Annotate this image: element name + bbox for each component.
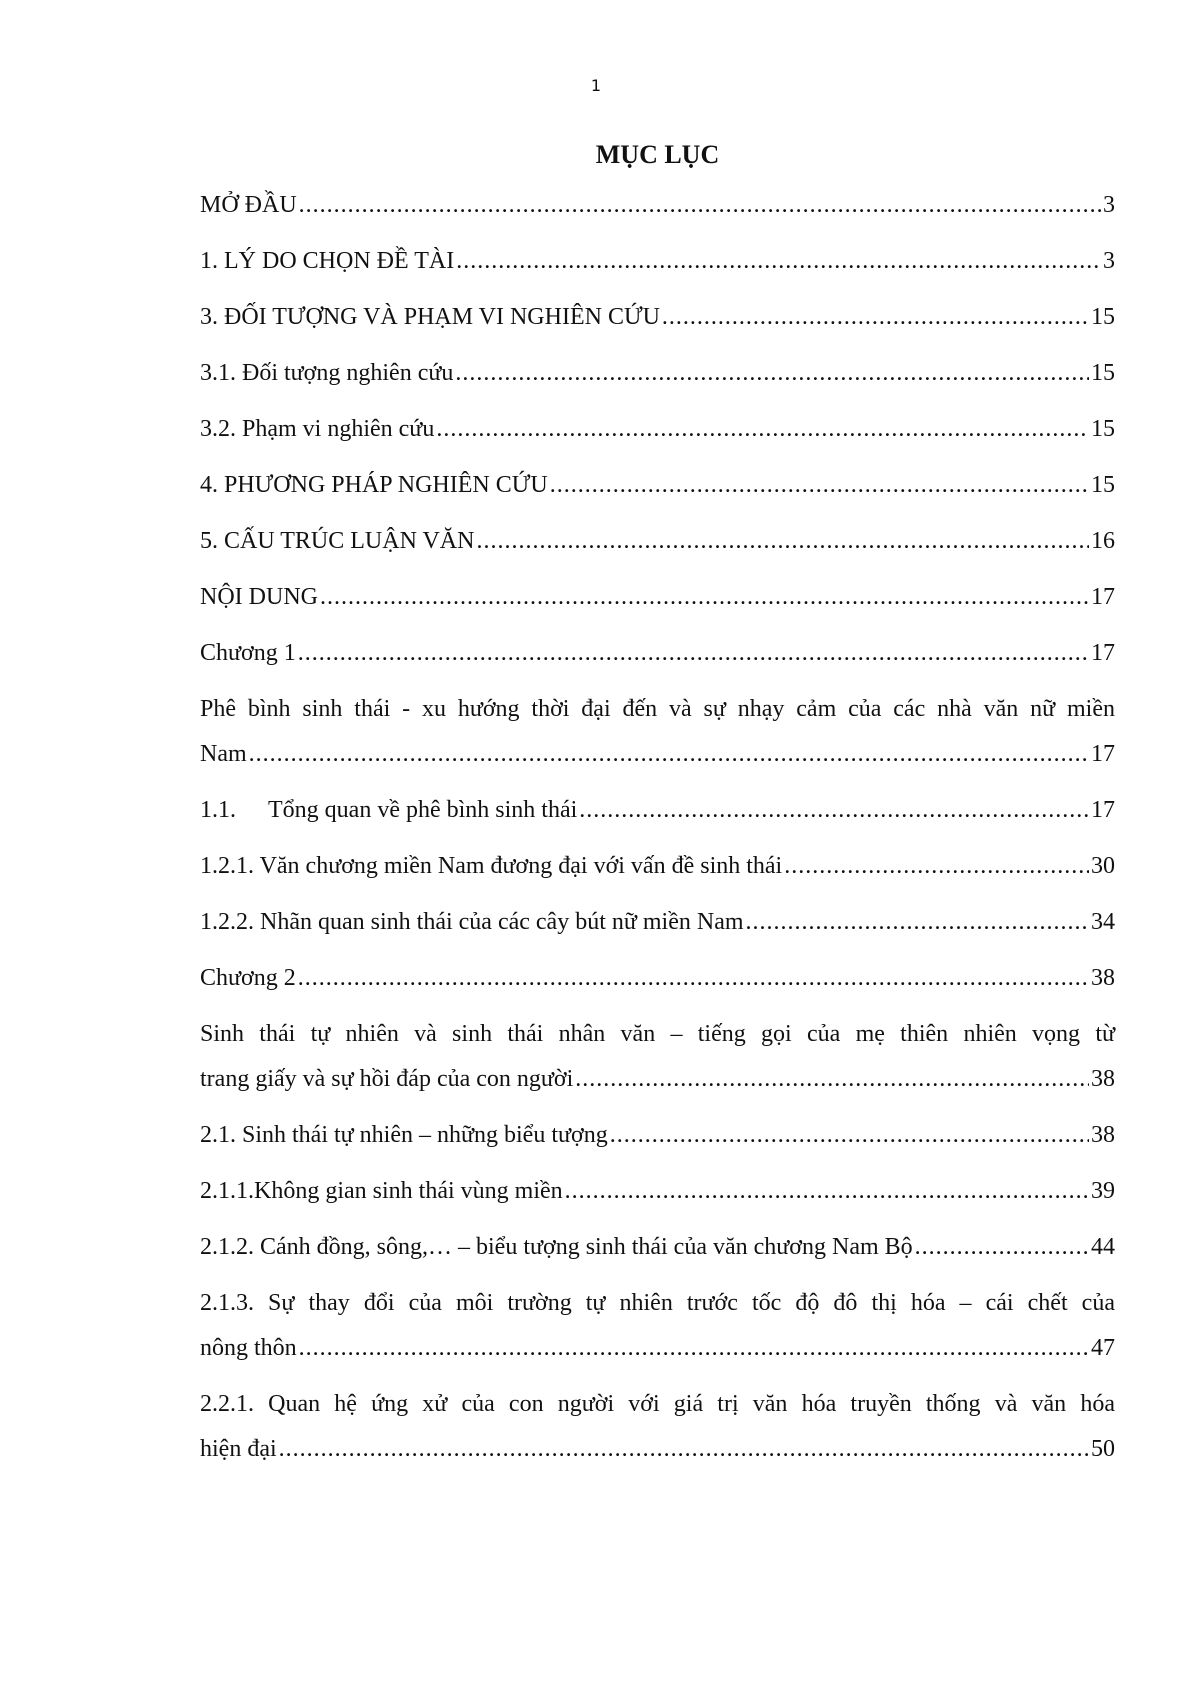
dot-leader <box>746 900 1089 945</box>
toc-entry[interactable] <box>200 351 1115 396</box>
toc-entry-label: 3.2. Phạm vi nghiên cứu <box>200 416 435 442</box>
toc-entry[interactable] <box>200 1225 1115 1270</box>
toc-title: MỤC LỤC <box>595 140 720 169</box>
toc-entry[interactable] <box>200 788 1115 833</box>
dot-leader <box>579 788 1089 833</box>
toc-entry-page: 15 <box>1091 304 1115 330</box>
toc-entry-first-line: Sinh thái tự nhiên và sinh thái nhân văn – tiếng gọi của mẹ thiên nhiên vọng từ <box>200 1021 1115 1047</box>
toc-entry-label: 1. LÝ DO CHỌN ĐỀ TÀI <box>200 248 455 274</box>
toc-entry[interactable] <box>200 900 1115 945</box>
dot-leader <box>784 844 1089 889</box>
toc-entry[interactable] <box>200 575 1115 620</box>
toc-entry[interactable] <box>200 1382 1115 1472</box>
toc-entry-page: 30 <box>1091 853 1115 879</box>
toc-entry-page: 17 <box>1091 640 1115 666</box>
toc-entry-label: MỞ ĐẦU <box>200 192 297 218</box>
toc-entry-page: 15 <box>1091 416 1115 442</box>
toc-entry-page: 39 <box>1091 1178 1115 1204</box>
dot-leader <box>299 1326 1089 1371</box>
toc-entry[interactable] <box>200 239 1115 284</box>
dot-leader <box>455 351 1089 396</box>
dot-leader <box>279 1427 1089 1472</box>
toc-entry-label: Chương 1 <box>200 640 296 666</box>
dot-leader <box>565 1169 1089 1214</box>
toc-entry-label: 2.1.2. Cánh đồng, sông,… – biểu tượng sinh thái của văn chương Nam Bộ <box>200 1234 913 1260</box>
dot-leader <box>298 631 1089 676</box>
toc-entry-label: 3. ĐỐI TƯỢNG VÀ PHẠM VI NGHIÊN CỨU <box>200 304 660 330</box>
toc-entry-page: 15 <box>1091 360 1115 386</box>
toc-entry-label: 5. CẤU TRÚC LUẬN VĂN <box>200 528 475 554</box>
toc-entry-label: NỘI DUNG <box>200 584 318 610</box>
toc-entry[interactable] <box>200 463 1115 508</box>
toc-entry-number: 1.1. <box>200 797 236 823</box>
dot-leader <box>298 956 1089 1001</box>
toc-entry[interactable] <box>200 1113 1115 1158</box>
toc-entry-page: 38 <box>1091 1122 1115 1148</box>
toc-entry-label: hiện đại <box>200 1436 277 1462</box>
toc-entry[interactable] <box>200 687 1115 777</box>
toc-entry-page: 17 <box>1091 741 1115 767</box>
dot-leader <box>476 519 1089 564</box>
toc-entry-page: 50 <box>1091 1436 1115 1462</box>
toc-entry-page: 16 <box>1091 528 1115 554</box>
toc-entry[interactable] <box>200 407 1115 452</box>
toc-entry-label: 3.1. Đối tượng nghiên cứu <box>200 360 454 386</box>
toc-entry-label: 2.1.1.Không gian sinh thái vùng miền <box>200 1178 563 1204</box>
toc-entry-page: 15 <box>1091 472 1115 498</box>
toc-entry-lead <box>200 788 577 833</box>
dot-leader <box>320 575 1089 620</box>
dot-leader <box>249 732 1089 777</box>
toc-entry-first-line: 2.2.1. Quan hệ ứng xử của con người với giá trị văn hóa truyền thống và văn hóa <box>200 1391 1115 1417</box>
toc-entry[interactable] <box>200 1169 1115 1214</box>
dot-leader <box>662 295 1089 340</box>
toc-entry[interactable] <box>200 519 1115 564</box>
toc-entry-page: 3 <box>1103 192 1115 218</box>
toc-entry[interactable] <box>200 183 1115 228</box>
dot-leader <box>575 1057 1089 1102</box>
toc-entry-first-line: 2.1.3. Sự thay đổi của môi trường tự nhiên trước tốc độ đô thị hóa – cái chết của <box>200 1290 1115 1316</box>
dot-leader <box>550 463 1089 508</box>
toc-entry-label: 2.1. Sinh thái tự nhiên – những biểu tượng <box>200 1122 608 1148</box>
toc-entry[interactable] <box>200 844 1115 889</box>
toc-entry[interactable] <box>200 1012 1115 1102</box>
toc-entry-label: nông thôn <box>200 1335 297 1361</box>
toc-entry-first-line: Phê bình sinh thái - xu hướng thời đại đến và sự nhạy cảm của các nhà văn nữ miền <box>200 696 1115 722</box>
toc-entry[interactable] <box>200 956 1115 1001</box>
toc-entry-page: 44 <box>1091 1234 1115 1260</box>
toc-entry-page: 38 <box>1091 1066 1115 1092</box>
toc-entry-page: 34 <box>1091 909 1115 935</box>
dot-leader <box>456 239 1101 284</box>
toc-entry-page: 47 <box>1091 1335 1115 1361</box>
toc-entry-page: 3 <box>1103 248 1115 274</box>
table-of-contents <box>200 183 1115 1483</box>
toc-entry-label: Tổng quan về phê bình sinh thái <box>268 797 578 823</box>
toc-entry-page: 38 <box>1091 965 1115 991</box>
toc-entry[interactable] <box>200 631 1115 676</box>
dot-leader <box>299 183 1101 228</box>
toc-entry-label: Chương 2 <box>200 965 296 991</box>
page-number: 1 <box>590 76 602 95</box>
toc-entry-label: Nam <box>200 741 247 767</box>
toc-entry[interactable] <box>200 295 1115 340</box>
toc-entry-label: 1.2.2. Nhãn quan sinh thái của các cây bút nữ miền Nam <box>200 909 744 935</box>
toc-entry-label: trang giấy và sự hồi đáp của con người <box>200 1066 574 1092</box>
dot-leader <box>436 407 1089 452</box>
toc-entry-page: 17 <box>1091 797 1115 823</box>
toc-entry-label: 4. PHƯƠNG PHÁP NGHIÊN CỨU <box>200 472 548 498</box>
dot-leader <box>915 1225 1089 1270</box>
toc-entry[interactable] <box>200 1281 1115 1371</box>
toc-entry-label: 1.2.1. Văn chương miền Nam đương đại với vấn đề sinh thái <box>200 853 783 879</box>
dot-leader <box>610 1113 1089 1158</box>
toc-entry-page: 17 <box>1091 584 1115 610</box>
